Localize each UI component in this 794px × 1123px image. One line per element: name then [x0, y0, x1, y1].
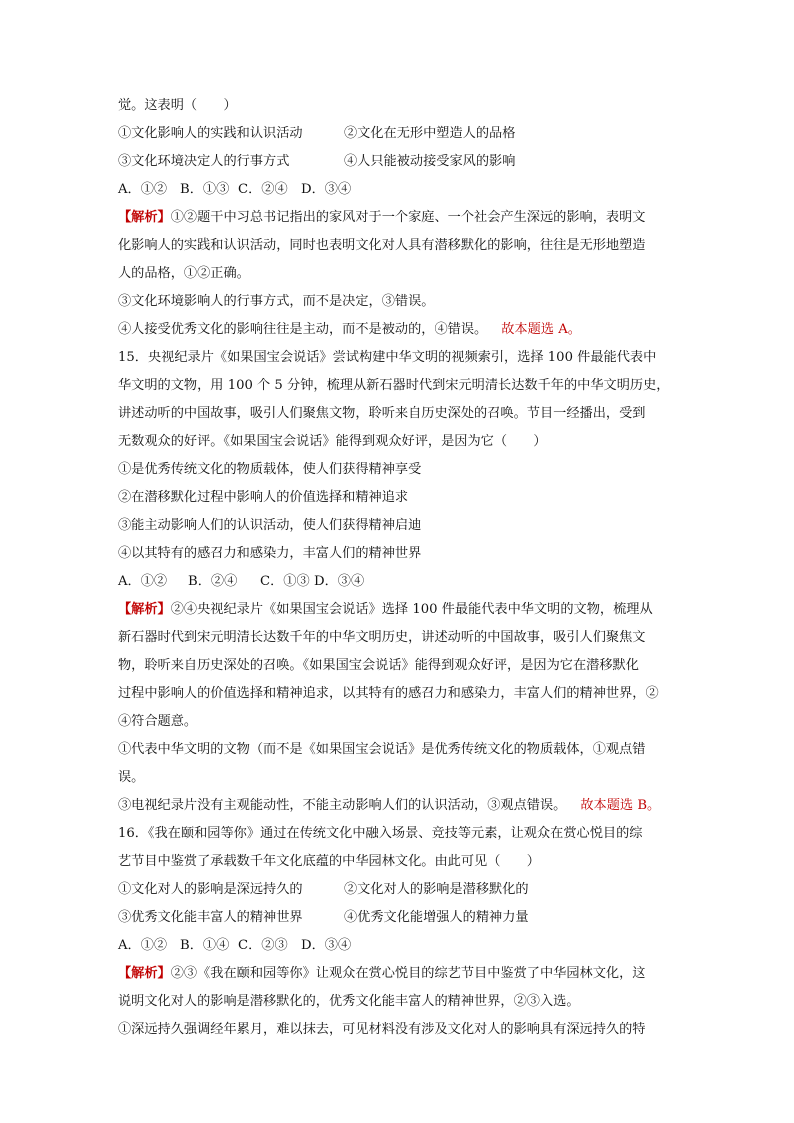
q16-stem-line: 艺节目中鉴赏了承载数千年文化底蕴的中华园林文化。由此可见（ ） [118, 854, 540, 869]
q16-analysis-text: ②③《我在颐和园等你》让观众在赏心悦目的综艺节目中鉴赏了中华园林文化，这 [170, 966, 646, 981]
q14-option-row [118, 120, 678, 148]
q16-option-4: ④优秀文化能增强人的精神力量 [344, 910, 529, 925]
q15-choice-d: D．③④ [314, 574, 365, 589]
q16-analysis-line [118, 960, 678, 988]
q14-choice-a: A．①② [118, 182, 168, 197]
q15-stem-line: 无数观众的好评。《如果国宝会说话》能得到观众好评，是因为它（ ） [118, 434, 547, 449]
q16-choice-b: B．①④ [180, 938, 230, 953]
q16-option-2: ②文化对人的影响是潜移默化的 [344, 882, 529, 897]
q14-analysis-line: ③文化环境影响人的行事方式，而不是决定，③错误。 [118, 294, 435, 309]
q15-option-2: ②在潜移默化过程中影响人的价值选择和精神追求 [118, 490, 409, 505]
q14-conclusion: 故本题选 A。 [501, 322, 581, 337]
q14-option-4: ④人只能被动接受家风的影响 [344, 154, 516, 169]
q14-analysis-line [118, 204, 678, 232]
q15-analysis-text: ③电视纪录片没有主观能动性，不能主动影响人们的认识活动，③观点错误。 [118, 798, 567, 813]
q16-analysis-line: 说明文化对人的影响是潜移默化的，优秀文化能丰富人的精神世界，②③入选。 [118, 994, 580, 1009]
q14-option-3: ③文化环境决定人的行事方式 [118, 154, 290, 169]
q15-analysis-line: 误。 [118, 770, 145, 785]
q14-choice-d: D．③④ [301, 182, 352, 197]
q14-choice-c: C．②④ [238, 182, 288, 197]
q14-analysis-text: ④人接受优秀文化的影响往往是主动，而不是被动的，④错误。 [118, 322, 488, 337]
q16-analysis-tag: 【解析】 [118, 966, 171, 981]
q16-analysis-line: ①深远持久强调经年累月，难以抹去，可见材料没有涉及文化对人的影响具有深远持久的特 [118, 1022, 646, 1037]
q14-analysis-tag: 【解析】 [118, 210, 171, 225]
q15-analysis-line [118, 596, 678, 624]
q15-stem-line: 15．央视纪录片《如果国宝会说话》尝试构建中华文明的视频索引，选择 100 件最能代表中 [118, 350, 657, 365]
q15-answer-choices [118, 568, 678, 596]
q15-analysis-line: 新石器时代到宋元明清长达数千年的中华文明历史，讲述动听的中国故事，吸引人们聚焦文 [118, 630, 646, 645]
q14-choice-b: B．①③ [180, 182, 230, 197]
q15-analysis-line: 物，聆听来自历史深处的召唤。《如果国宝会说话》能得到观众好评，是因为它在潜移默化 [118, 658, 639, 673]
q14-analysis-line: 人的品格，①②正确。 [118, 266, 250, 281]
q16-option-3: ③优秀文化能丰富人的精神世界 [118, 910, 303, 925]
q16-answer-choices [118, 932, 678, 960]
q15-analysis-text: ②④央视纪录片《如果国宝会说话》选择 100 件最能代表中华文明的文物，梳理从 [170, 602, 653, 617]
q14-answer-choices [118, 176, 678, 204]
q15-analysis-line: 过程中影响人的价值选择和精神追求，以其特有的感召力和感染力，丰富人们的精神世界，② [118, 686, 659, 701]
q14-analysis-line [118, 316, 678, 344]
q15-option-3: ③能主动影响人们的认识活动，使人们获得精神启迪 [118, 518, 422, 533]
q15-analysis-line [118, 792, 678, 820]
q15-analysis-line: ①代表中华文明的文物（而不是《如果国宝会说话》是优秀传统文化的物质载体，①观点错 [118, 742, 646, 757]
q15-conclusion: 故本题选 B。 [580, 798, 661, 813]
q15-option-1: ①是优秀传统文化的物质载体，使人们获得精神享受 [118, 462, 422, 477]
q15-choice-b: B．②④ [188, 574, 238, 589]
q15-choice-a: A．①② [118, 574, 168, 589]
q16-stem-line: 16．《我在颐和园等你》通过在传统文化中融入场景、竞技等元素，让观众在赏心悦目的综 [118, 826, 643, 841]
q16-choice-d: D．③④ [301, 938, 352, 953]
q16-option-row [118, 876, 678, 904]
q15-stem-line: 讲述动听的中国故事，吸引人们聚焦文物，聆听来自历史深处的召唤。节目一经播出，受到 [118, 406, 646, 421]
q14-option-row [118, 148, 678, 176]
q15-stem-line: 华文明的文物，用 100 个 5 分钟，梳理从新石器时代到宋元明清长达数千年的中华文明历史， [118, 378, 670, 393]
document-content [118, 92, 678, 1044]
q16-option-row [118, 904, 678, 932]
q14-option-1: ①文化影响人的实践和认识活动 [118, 126, 303, 141]
q14-stem-tail: 觉。这表明（ ） [118, 98, 237, 113]
q15-choice-c: C．①③ [260, 574, 310, 589]
q15-analysis-tag: 【解析】 [118, 602, 171, 617]
q15-option-4: ④以其特有的感召力和感染力，丰富人们的精神世界 [118, 546, 422, 561]
q14-analysis-text: ①②题干中习总书记指出的家风对于一个家庭、一个社会产生深远的影响，表明文 [170, 210, 646, 225]
q16-choice-c: C．②③ [238, 938, 288, 953]
q15-analysis-line: ④符合题意。 [118, 714, 198, 729]
q16-option-1: ①文化对人的影响是深远持久的 [118, 882, 303, 897]
q16-choice-a: A．①② [118, 938, 168, 953]
q14-analysis-line: 化影响人的实践和认识活动，同时也表明文化对人具有潜移默化的影响，往往是无形地塑造 [118, 238, 646, 253]
q14-option-2: ②文化在无形中塑造人的品格 [344, 126, 516, 141]
